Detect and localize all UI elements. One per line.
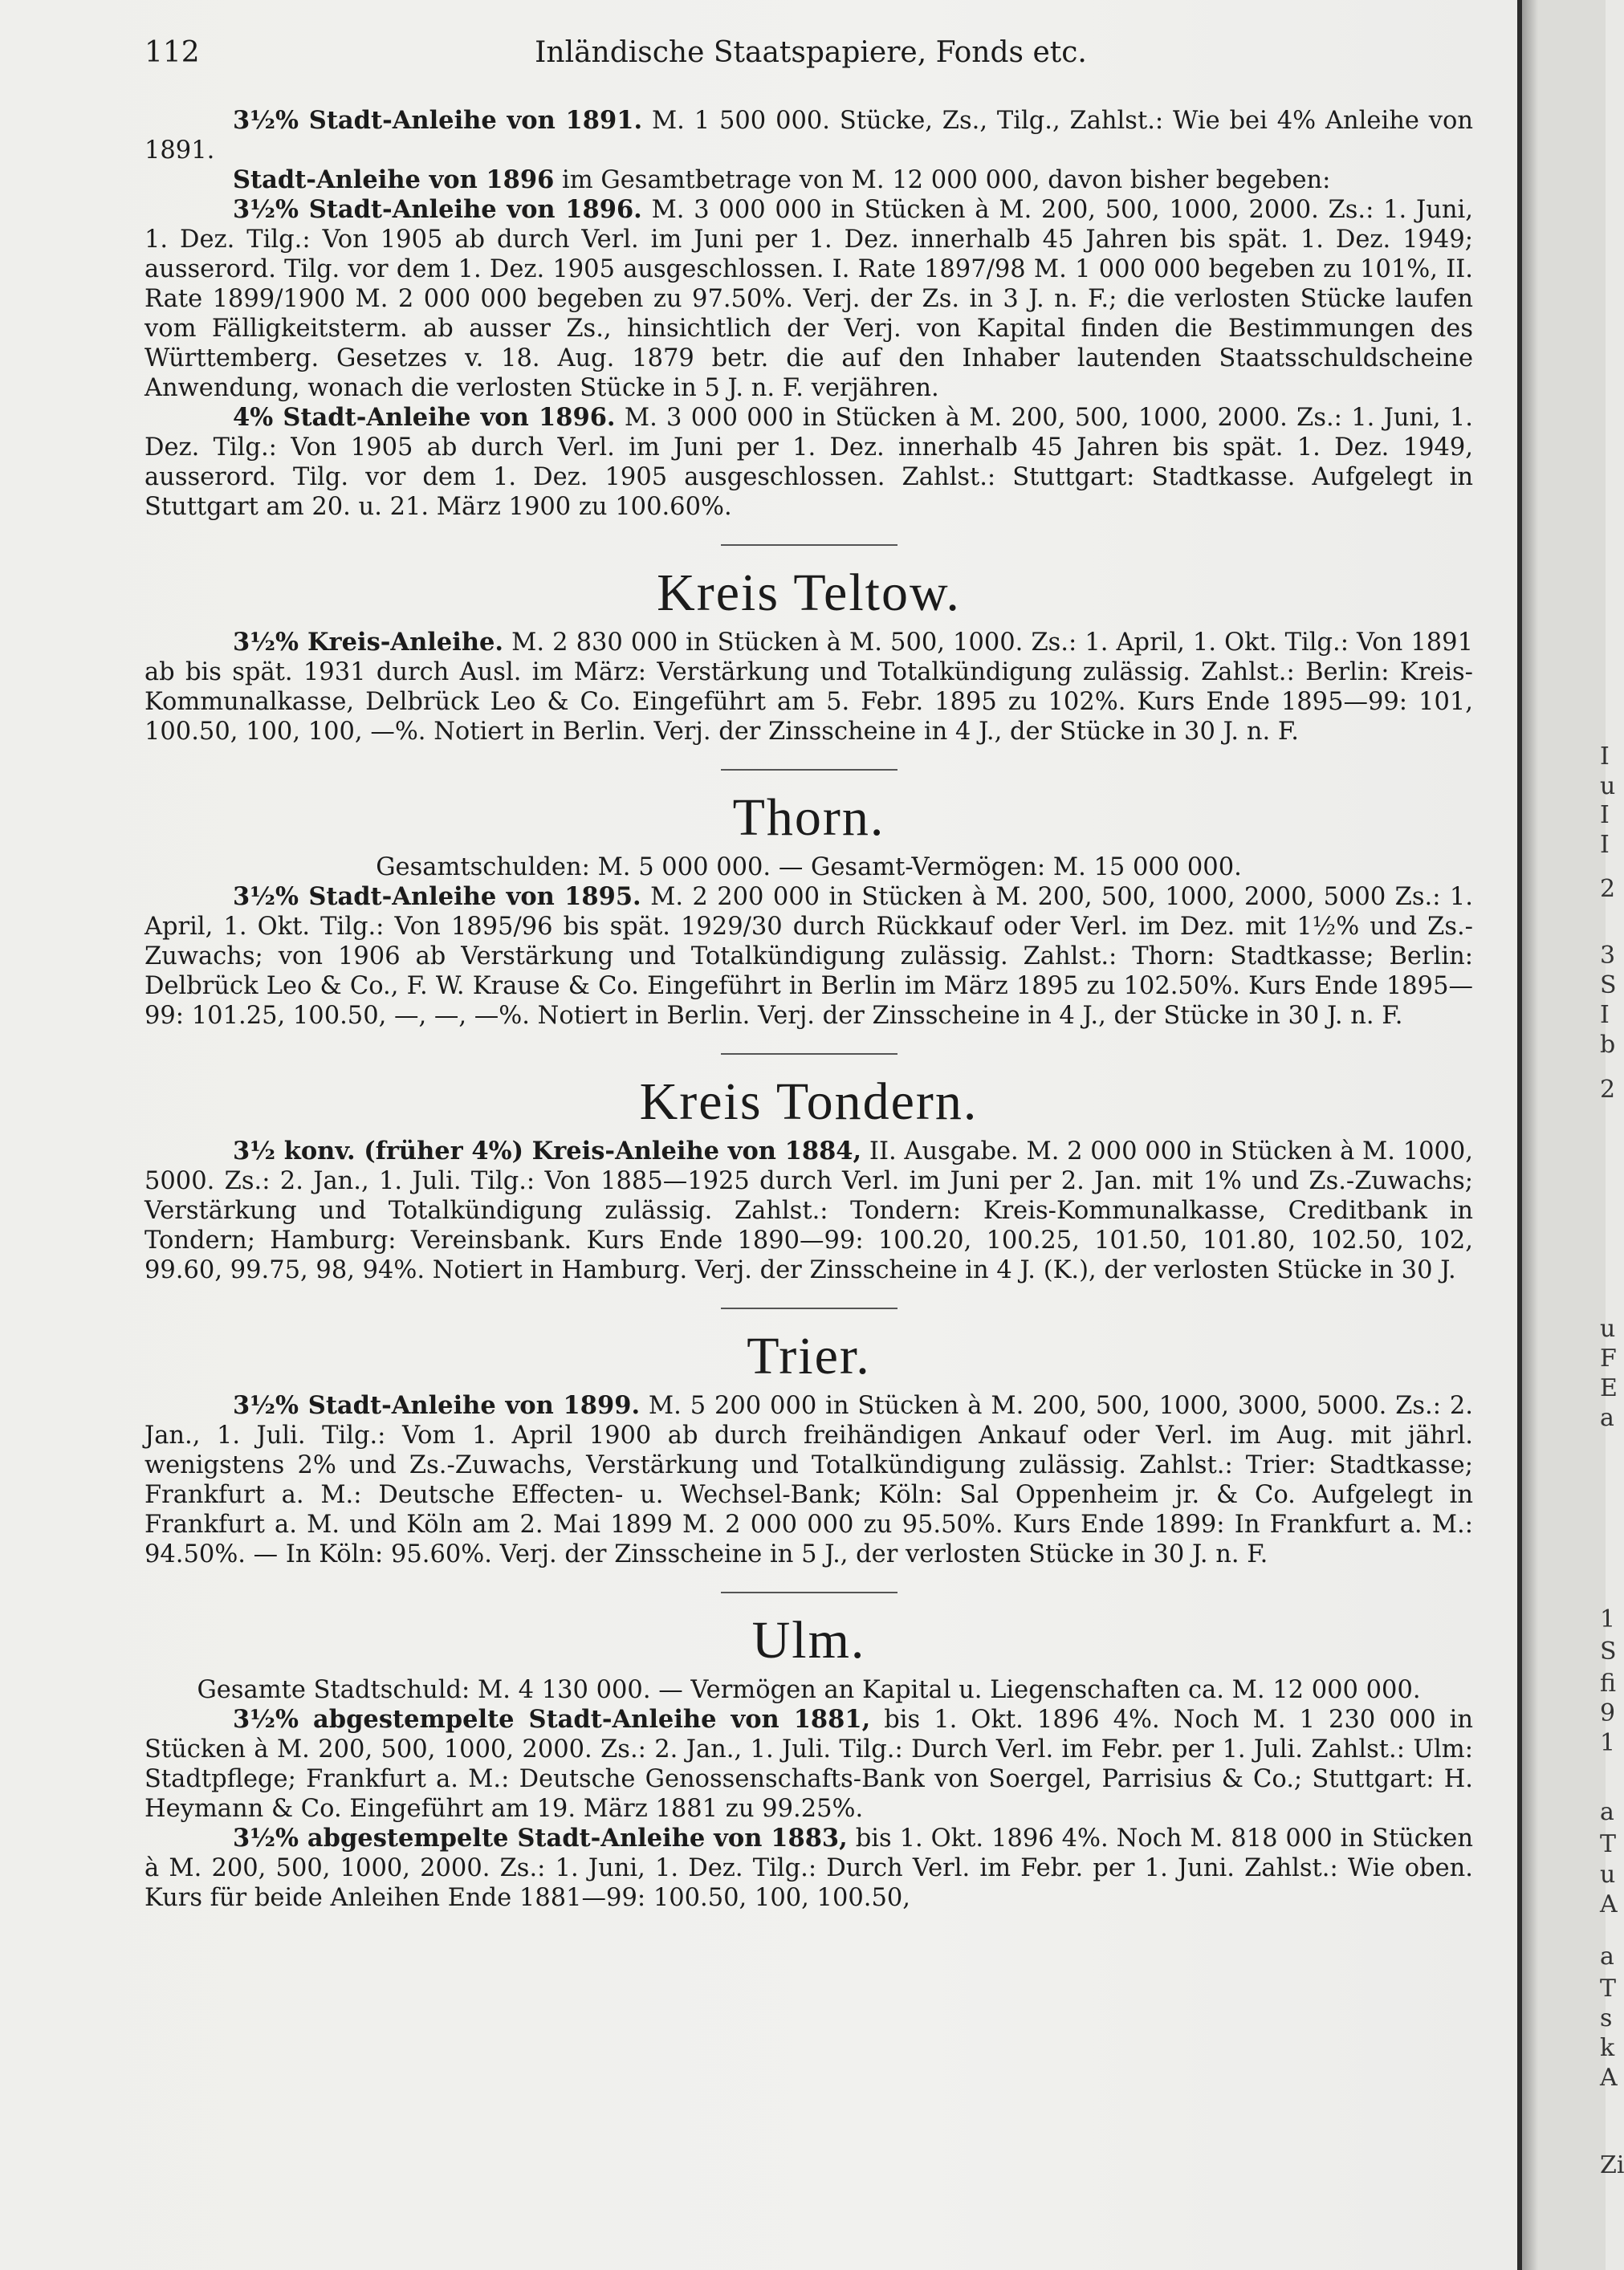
section-heading-trier: Trier.: [747, 1327, 871, 1385]
section-divider: [721, 1308, 897, 1309]
section-heading-thorn: Thorn.: [732, 788, 885, 847]
adjacent-page-fragment: 9: [1600, 1699, 1616, 1727]
adjacent-page-fragment: a: [1600, 1943, 1614, 1971]
entry-lead: 3½% abgestempelte Stadt-Anleihe von 1883,: [233, 1824, 848, 1853]
entry-body: M. 3 000 000 in Stücken à M. 200, 500, 1000, 2000. Zs.: 1. Juni, 1. Dez. Tilg.: Von 1905 ab durch Verl. im Juni per 1. Dez. innerhalb 45 Jahren bis spät. 1. Dez. 1949; ausserord. Tilg. vor dem 1. Dez. 1905 ausgeschlossen. I. Rate 1897/98 M. 1 000 000 begeben zu 101%, II. Rate 1899/1900 M. 2 000 000 begeben zu 97.50%. Verj. der Zs. in 3 J. n. F.; die verlosten Stücke laufen vom Fälligkeitsterm. ab ausser Zs., hinsichtlich der Verj. von Kapital finden die Bestimmungen des Württemberg. Gesetzes v. 18. Aug. 1879 betr. die auf den Inhaber lautenden Staatsschuldscheine Anwendung, wonach die verlosten Stücke in 5 J. n. F. verjähren.: [144, 196, 1473, 402]
adjacent-page-fragment: T: [1600, 1830, 1617, 1858]
entry-lead: Stadt-Anleihe von 1896: [233, 165, 555, 194]
section-subline: Gesamte Stadtschuld: M. 4 130 000. — Vermögen an Kapital u. Liegenschaften ca. M. 12 000 000.: [197, 1676, 1421, 1704]
entry-paragraph: [144, 1824, 1473, 1913]
page-number: 112: [144, 36, 200, 69]
adjacent-page-fragment: I: [1600, 801, 1610, 829]
adjacent-page-fragment: fi: [1600, 1670, 1617, 1698]
entry-paragraph: [144, 195, 1473, 403]
entry-body: M. 2 200 000 in Stücken à M. 200, 500, 1000, 2000, 5000 Zs.: 1. April, 1. Okt. Tilg.: Von 1895/96 bis spät. 1929/30 durch Rückkauf oder Verl. im Dez. mit 1½% und Zs.-Zuwachs; von 1906 ab Verstärkung und Totalkündigung zulässig. Zahlst.: Thorn: Stadtkasse; Berlin: Delbrück Leo & Co., F. W. Krause & Co. Eingeführt in Berlin im März 1895 zu 102.50%. Kurs Ende 1895—99: 101.25, 100.50, —, —, —%. Notiert in Berlin. Verj. der Zinsscheine in 4 J., der Stücke in 30 J. n. F.: [144, 883, 1473, 1030]
entry-paragraph: [144, 106, 1473, 165]
adjacent-page-fragment: 2: [1600, 875, 1616, 903]
section-divider: [721, 1592, 897, 1593]
adjacent-page-fragment: T: [1600, 1975, 1617, 2003]
adjacent-page-fragment: a: [1600, 1798, 1614, 1826]
adjacent-page-fragment: 2: [1600, 1076, 1616, 1104]
entry-body: bis 1. Okt. 1896 4%. Noch M. 1 230 000 in Stücken à M. 200, 500, 1000, 2000. Zs.: 2. Jan., 1. Juli. Tilg.: Durch Verl. im Febr. per 1. Juli. Zahlst.: Ulm: Stadtpflege; Frankfurt a. M.: Deutsche Genossenschafts-Bank von Soergel, Parrisius & Co.; Stuttgart: H. Heymann & Co. Eingeführt am 19. März 1881 zu 99.25%.: [144, 1706, 1474, 1823]
adjacent-page-fragment: E: [1600, 1374, 1618, 1402]
adjacent-page-fragment: A: [1600, 1890, 1618, 1918]
section-heading-kreis-teltow: Kreis Teltow.: [657, 563, 961, 622]
adjacent-page-fragment: 1: [1600, 1729, 1616, 1757]
entry-body: bis 1. Okt. 1896 4%. Noch M. 818 000 in Stücken à M. 200, 500, 1000, 2000. Zs.: 1. Juni, 1. Dez. Tilg.: Durch Verl. im Febr. per 1. Juni. Zahlst.: Wie oben. Kurs für beide Anleihen Ende 1881—99: 100.50, 100, 100.50,: [144, 1825, 1473, 1912]
entry-body: M. 2 830 000 in Stücken à M. 500, 1000. Zs.: 1. April, 1. Okt. Tilg.: Von 1891 ab bis spät. 1931 durch Ausl. im März: Verstärkung und Totalkündigung zulässig. Zahlst.: Berlin: Kreis-Kommunalkasse, Delbrück Leo & Co. Eingeführt am 5. Febr. 1895 zu 102%. Kurs Ende 1895—99: 101, 100.50, 100, 100, —%. Notiert in Berlin. Verj. der Zinsscheine in 4 J., der Stücke in 30 J. n. F.: [144, 629, 1473, 746]
section-heading-ulm: Ulm.: [751, 1611, 866, 1670]
entry-paragraph: [144, 165, 1473, 195]
entry-lead: 3½ konv. (früher 4%) Kreis-Anleihe von 1884,: [233, 1137, 862, 1166]
entry-body: II. Ausgabe. M. 2 000 000 in Stücken à M. 1000, 5000. Zs.: 2. Jan., 1. Juli. Tilg.: Von 1885—1925 durch Verl. im Juni per 2. Jan. mit 1% und Zs.-Zuwachs; Verstärkung und Totalkündigung zulässig. Zahlst.: Tondern: Kreis-Kommunalkasse, Creditbank in Tondern; Hamburg: Vereinsbank. Kurs Ende 1890—99: 100.20, 100.25, 101.50, 101.80, 102.50, 102, 99.60, 99.75, 98, 94%. Notiert in Hamburg. Verj. der Zinsscheine in 4 J. (K.), der verlosten Stücke in 30 J.: [144, 1137, 1473, 1284]
adjacent-page-fragment: F: [1600, 1345, 1617, 1373]
page-body: [144, 106, 1473, 1913]
adjacent-page-fragment: I: [1600, 831, 1610, 859]
entry-lead: 3½% Stadt-Anleihe von 1891.: [233, 106, 643, 135]
adjacent-page-edge: [1517, 0, 1606, 2270]
entry-lead: 4% Stadt-Anleihe von 1896.: [233, 403, 616, 432]
entry-lead: 3½% Stadt-Anleihe von 1896.: [233, 195, 642, 224]
entry-paragraph: [144, 1137, 1473, 1285]
entry-paragraph: [144, 628, 1473, 746]
adjacent-page-fragment: u: [1600, 1315, 1616, 1343]
entry-body: im Gesamtbetrage von M. 12 000 000, davon bisher begeben:: [554, 166, 1331, 194]
section-heading-kreis-tondern: Kreis Tondern.: [639, 1072, 979, 1131]
adjacent-page-fragment: a: [1600, 1404, 1614, 1432]
page-header: [144, 36, 1477, 76]
adjacent-page-fragment: 1: [1600, 1605, 1616, 1633]
entry-paragraph: [144, 1705, 1473, 1824]
adjacent-page-fragment: Zi: [1600, 2151, 1624, 2179]
adjacent-page-fragment: b: [1600, 1031, 1616, 1059]
section-subline: Gesamtschulden: M. 5 000 000. — Gesamt-Vermögen: M. 15 000 000.: [376, 853, 1242, 881]
adjacent-page-fragment: S: [1600, 971, 1617, 999]
adjacent-page-fragment: u: [1600, 772, 1616, 800]
adjacent-page-fragment: A: [1600, 2064, 1618, 2092]
running-title: Inländische Staatspapiere, Fonds etc.: [535, 36, 1087, 69]
adjacent-page-fragment: 3: [1600, 942, 1616, 970]
section-divider: [721, 769, 897, 771]
section-divider: [721, 1053, 897, 1055]
adjacent-page-fragment: I: [1600, 1001, 1610, 1029]
entry-body: M. 1 500 000. Stücke, Zs., Tilg., Zahlst.: Wie bei 4% Anleihe von 1891.: [144, 107, 1473, 165]
entry-paragraph: [144, 882, 1473, 1031]
adjacent-page-fragment: s: [1600, 2004, 1613, 2032]
adjacent-page-fragment: S: [1600, 1637, 1617, 1666]
page-fold-shadow: [1522, 0, 1538, 2270]
adjacent-page-fragment: k: [1600, 2034, 1615, 2062]
entry-lead: 3½% abgestempelte Stadt-Anleihe von 1881,: [233, 1705, 871, 1734]
entry-lead: 3½% Stadt-Anleihe von 1899.: [233, 1391, 641, 1420]
entry-paragraph: [144, 1391, 1473, 1569]
adjacent-page-fragment: I: [1600, 742, 1610, 771]
entry-lead: 3½% Kreis-Anleihe.: [233, 628, 504, 657]
entry-body: M. 5 200 000 in Stücken à M. 200, 500, 1000, 3000, 5000. Zs.: 2. Jan., 1. Juli. Tilg.: Vom 1. April 1900 ab durch freihändigen Ankauf oder Verl. im Aug. mit jährl. wenigstens 2% und Zs.-Zuwachs, Verstärkung und Totalkündigung zulässig. Zahlst.: Trier: Stadtkasse; Frankfurt a. M.: Deutsche Effecten- u. Wechsel-Bank; Köln: Sal Oppenheim jr. & Co. Aufgelegt in Frankfurt a. M. und Köln am 2. Mai 1899 M. 2 000 000 zu 95.50%. Kurs Ende 1899: In Frankfurt a. M.: 94.50%. — In Köln: 95.60%. Verj. der Zinsscheine in 5 J., der verlosten Stücke in 30 J. n. F.: [144, 1392, 1473, 1568]
adjacent-page-fragment: u: [1600, 1861, 1616, 1889]
entry-body: M. 3 000 000 in Stücken à M. 200, 500, 1000, 2000. Zs.: 1. Juni, 1. Dez. Tilg.: Von 1905 ab durch Verl. im Juni per 1. Dez. innerhalb 45 Jahren bis spät. 1. Dez. 1949, ausserord. Tilg. vor dem 1. Dez. 1905 ausgeschlossen. Zahlst.: Stuttgart: Stadtkasse. Aufgelegt in Stuttgart am 20. u. 21. März 1900 zu 100.60%.: [144, 404, 1473, 521]
entry-lead: 3½% Stadt-Anleihe von 1895.: [233, 882, 641, 911]
section-divider: [721, 544, 897, 546]
entry-paragraph: [144, 403, 1473, 522]
